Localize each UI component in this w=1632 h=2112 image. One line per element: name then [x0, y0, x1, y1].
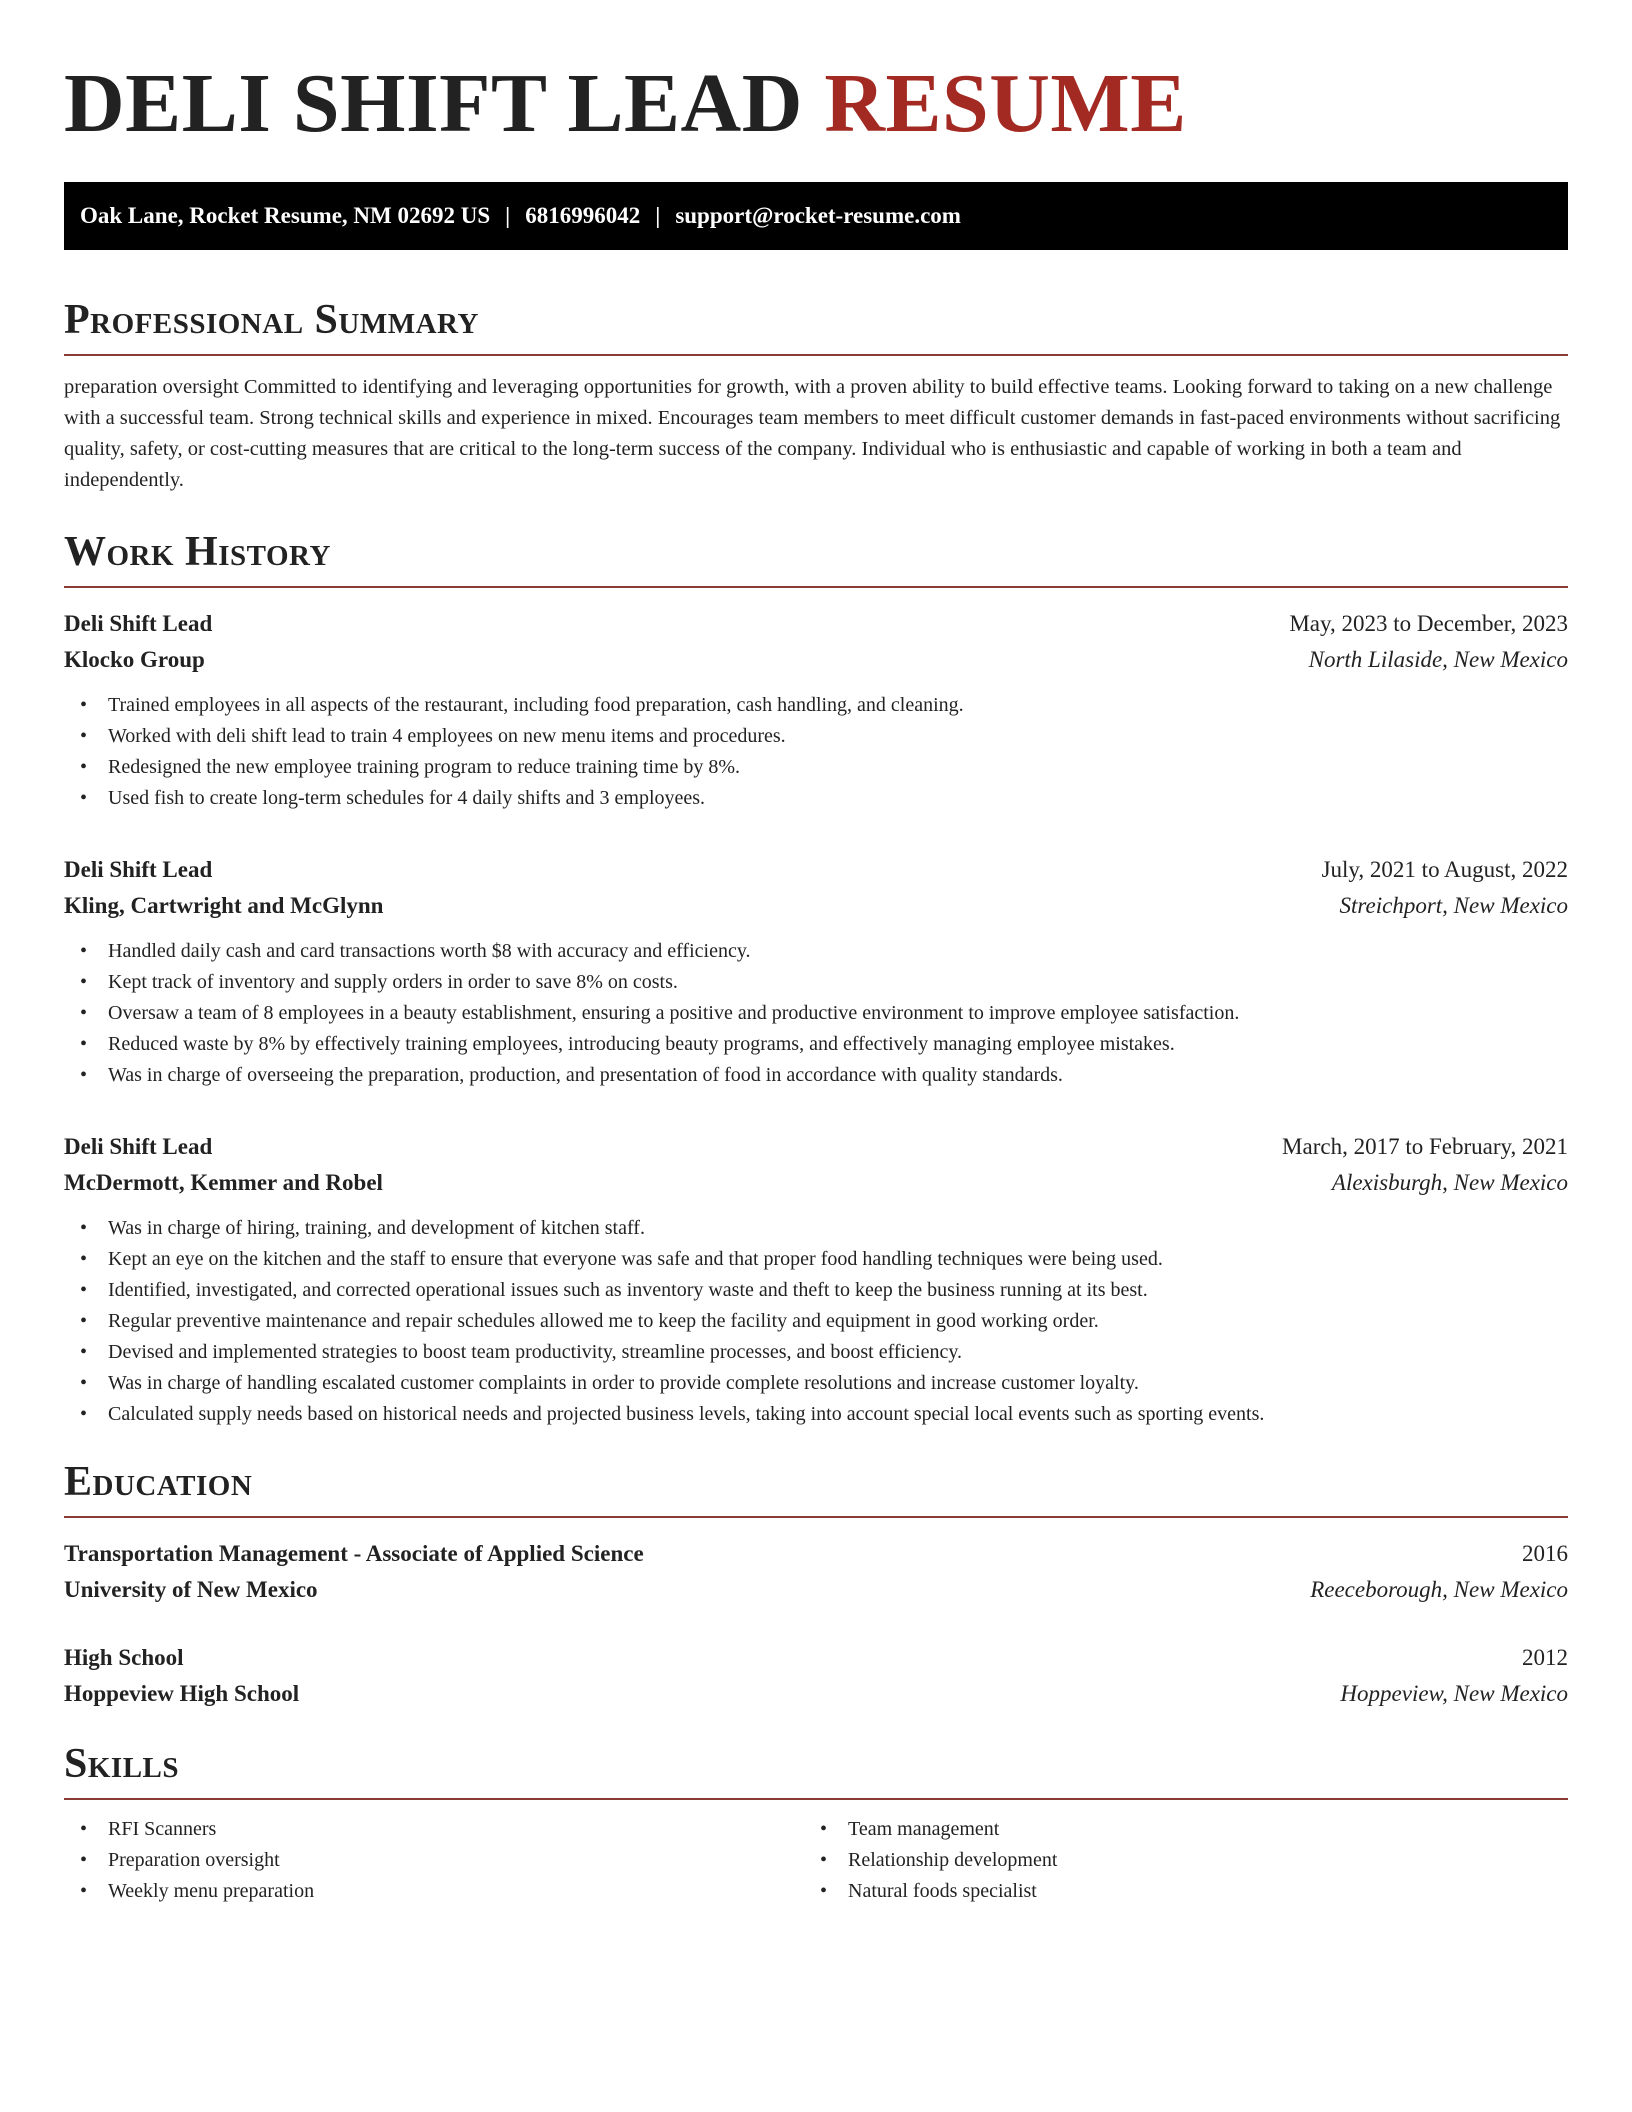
skills-columns [64, 1814, 1568, 1907]
education-section [64, 1456, 1568, 1712]
education-location: Reeceborough, New Mexico [1310, 1577, 1568, 1602]
job-location: Alexisburgh, New Mexico [1331, 1170, 1568, 1195]
job-entry [64, 606, 1568, 814]
contact-bar [64, 182, 1568, 250]
list-item: • Was in charge of handling escalated customer complaints in order to provide complete resolutions and increase customer loyalty. [64, 1368, 1568, 1399]
skill-item: • Relationship development [804, 1845, 1544, 1876]
skills-heading: Skills [64, 1741, 180, 1787]
list-item: • Kept track of inventory and supply orders in order to save 8% on costs. [64, 967, 1568, 998]
job-bullets [64, 936, 1568, 1091]
list-item: • Devised and implemented strategies to boost team productivity, streamline processes, and boost efficiency. [64, 1337, 1568, 1368]
education-entry [64, 1536, 1568, 1608]
education-location: Hoppeview, New Mexico [1340, 1681, 1568, 1706]
contact-email: support@rocket-resume.com [675, 203, 961, 228]
title-main: DELI SHIFT LEAD [64, 57, 803, 150]
skills-section [64, 1738, 1568, 1907]
section-divider [64, 586, 1568, 588]
skills-list-right [804, 1814, 1544, 1907]
education-school: University of New Mexico [64, 1577, 318, 1602]
list-item: • Oversaw a team of 8 employees in a beauty establishment, ensuring a positive and productive environment to improve employee satisfaction. [64, 998, 1568, 1029]
job-dates: May, 2023 to December, 2023 [1289, 611, 1568, 636]
summary-text: preparation oversight Committed to identifying and leveraging opportunities for growth, with a proven ability to build effective teams. Looking forward to taking on a new challenge with a successful team. Strong technical skills and experience in mixed. Encourages team members to meet difficult customer demands in fast-paced environments without sacrificing quality, safety, or cost-cutting measures that are critical to the long-term success of the company. Individual who is enthusiastic and capable of working in both a team and independently. [64, 376, 1561, 491]
skill-item: • Team management [804, 1814, 1544, 1845]
title-accent: RESUME [824, 57, 1187, 150]
list-item: • Identified, investigated, and corrected operational issues such as inventory waste and theft to keep the business running at its best. [64, 1275, 1568, 1306]
job-title: Deli Shift Lead [64, 611, 213, 636]
job-location: Streichport, New Mexico [1339, 893, 1568, 918]
list-item: • Used fish to create long-term schedules for 4 daily shifts and 3 employees. [64, 783, 1568, 814]
contact-address: Oak Lane, Rocket Resume, NM 02692 US [80, 203, 491, 228]
list-item: • Trained employees in all aspects of the restaurant, including food preparation, cash handling, and cleaning. [64, 690, 1568, 721]
job-title: Deli Shift Lead [64, 857, 213, 882]
section-divider [64, 354, 1568, 356]
list-item: • Was in charge of overseeing the preparation, production, and presentation of food in accordance with quality standards. [64, 1060, 1568, 1091]
education-year: 2012 [1522, 1645, 1568, 1670]
job-dates: July, 2021 to August, 2022 [1321, 857, 1568, 882]
list-item: • Redesigned the new employee training program to reduce training time by 8%. [64, 752, 1568, 783]
job-company: Klocko Group [64, 647, 205, 672]
job-entry [64, 1129, 1568, 1430]
job-bullets [64, 1213, 1568, 1430]
job-title: Deli Shift Lead [64, 1134, 213, 1159]
job-entry [64, 852, 1568, 1091]
skill-item: • Weekly menu preparation [64, 1876, 804, 1907]
skill-item: • Natural foods specialist [804, 1876, 1544, 1907]
resume-title [64, 58, 1568, 150]
summary-heading: Professional Summary [64, 297, 479, 343]
list-item: • Was in charge of hiring, training, and development of kitchen staff. [64, 1213, 1568, 1244]
job-bullets [64, 690, 1568, 814]
education-degree: High School [64, 1645, 184, 1670]
education-heading: Education [64, 1459, 253, 1505]
skill-item: • RFI Scanners [64, 1814, 804, 1845]
education-degree: Transportation Management - Associate of Applied Science [64, 1541, 644, 1566]
list-item: • Worked with deli shift lead to train 4 employees on new menu items and procedures. [64, 721, 1568, 752]
contact-phone: 6816996042 [525, 203, 641, 228]
section-divider [64, 1516, 1568, 1518]
list-item: • Calculated supply needs based on historical needs and projected business levels, taking into account special local events such as sporting events. [64, 1399, 1568, 1430]
work-history-heading: Work History [64, 529, 331, 575]
list-item: • Reduced waste by 8% by effectively training employees, introducing beauty programs, and effectively managing employee mistakes. [64, 1029, 1568, 1060]
contact-separator: | [655, 203, 661, 228]
job-company: Kling, Cartwright and McGlynn [64, 893, 384, 918]
section-divider [64, 1798, 1568, 1800]
education-school: Hoppeview High School [64, 1681, 300, 1706]
contact-separator: | [505, 203, 511, 228]
list-item: • Handled daily cash and card transactions worth $8 with accuracy and efficiency. [64, 936, 1568, 967]
job-location: North Lilaside, New Mexico [1308, 647, 1568, 672]
education-entry [64, 1640, 1568, 1712]
skill-item: • Preparation oversight [64, 1845, 804, 1876]
summary-section [64, 294, 1568, 496]
list-item: • Kept an eye on the kitchen and the staff to ensure that everyone was safe and that proper food handling techniques were being used. [64, 1244, 1568, 1275]
list-item: • Regular preventive maintenance and repair schedules allowed me to keep the facility and equipment in good working order. [64, 1306, 1568, 1337]
education-year: 2016 [1522, 1541, 1568, 1566]
job-dates: March, 2017 to February, 2021 [1282, 1134, 1568, 1159]
skills-list-left [64, 1814, 804, 1907]
job-company: McDermott, Kemmer and Robel [64, 1170, 383, 1195]
work-history-section [64, 526, 1568, 1430]
